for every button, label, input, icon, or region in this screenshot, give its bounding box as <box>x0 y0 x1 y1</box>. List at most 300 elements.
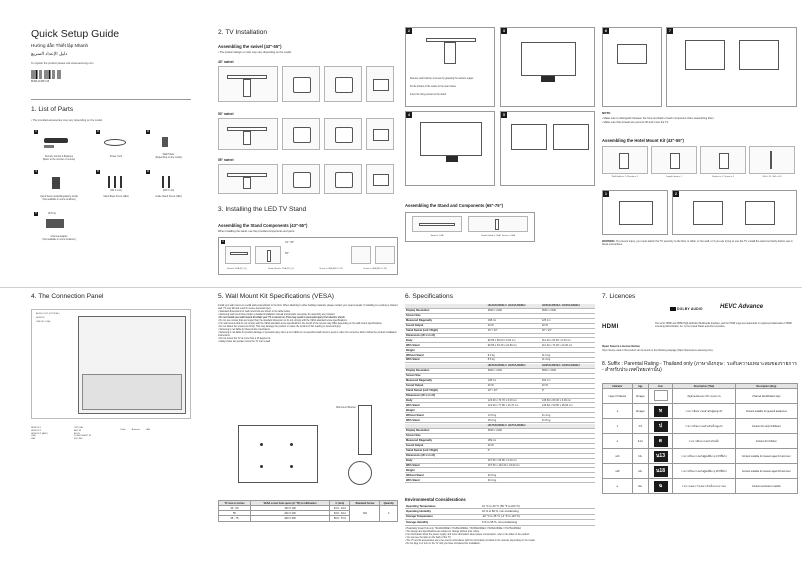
spec-value: 20° / 20° <box>487 328 541 333</box>
rating-title: 8. Suffix : Parental Rating - Thailand only (ภาษาอังกฤษ : ระดับความเหมาะสมของรายการ - สำหรับประเทศไทยเท่านั้น) <box>602 361 797 373</box>
step-note: Remove and hold the 4 screws by grasping the swivel's edges. <box>410 78 474 80</box>
rating-thai: รายการที่เหมาะสมกับผู้ชมที่มีอายุ 13 ปีขึ้นไป <box>673 449 735 464</box>
spec-key: Dimensions (W x H x D) <box>405 333 487 338</box>
step-badge: 3 <box>501 28 507 34</box>
rating-icon <box>648 449 672 464</box>
spec-key: Body <box>405 338 487 343</box>
swivel-50-detail <box>282 118 320 150</box>
vesa-header: Standard Screw <box>350 501 380 506</box>
step-box <box>602 27 662 107</box>
spec-value: 20 W <box>541 323 595 328</box>
rating-eng: Channel identification logo <box>735 389 797 404</box>
part-number: 3 <box>147 130 149 133</box>
spec-key: With Stand <box>405 418 487 423</box>
spec-value: 167.50 x 103.40 x 33.60 cm <box>487 463 595 468</box>
note-line: • Make sure to distinguish between the front and back of each component when assembling them. <box>602 117 715 120</box>
hotel-part <box>602 146 648 174</box>
spec-key: Stand Swivel (Left / Right) <box>405 328 487 333</box>
spec-note: • You can see the label on the back of the TV. <box>405 536 452 539</box>
step-note: Fit the bottom of the swivel to the outer frame. <box>410 86 457 88</box>
spec-value: 8.5 kg <box>487 358 541 363</box>
part-item <box>34 130 84 162</box>
rating-eng: Content for children <box>735 434 797 449</box>
licences-title: 7. Licences <box>602 293 636 300</box>
spec-key: Stand Swivel (Left / Right) <box>405 448 487 453</box>
steps-panel <box>400 0 600 287</box>
swivel-43-detail <box>366 66 394 102</box>
step-badge: 7 <box>667 28 673 34</box>
led-stand-title: 3. Installing the LED TV Stand <box>218 206 307 213</box>
spec-value: 96.55 x 63.40 x 22.80 cm <box>487 343 541 348</box>
spec-value: 20° / 20° <box>541 328 595 333</box>
table-cell: 43.6 - 44.0 <box>330 506 350 511</box>
hotel-part <box>700 146 746 174</box>
spec-value: 123.30 x 77.80 x 24.70 cm <box>487 403 541 408</box>
spec-key: With Stand <box>405 343 487 348</box>
antenna-adapter-icon <box>46 219 64 228</box>
wall-mount-paragraph: • Samsung is not liable for these kinds of accidents. <box>218 328 271 331</box>
part-number: 4 <box>35 170 37 173</box>
wall-holder-icon <box>162 137 168 147</box>
footer-label: Antenna <box>131 429 140 431</box>
rating-indicator: ด <box>603 434 633 449</box>
rating-header: Indicator <box>603 384 633 389</box>
spec-model-name: HG55AU800EJ / HG55AJ690EJ <box>487 364 541 368</box>
step-badge: 1 <box>603 191 609 197</box>
spec-key: Body <box>405 458 487 463</box>
spec-key: Without Stand <box>405 353 487 358</box>
port-block <box>82 374 182 410</box>
rating-indicator: Logo of Channel <box>603 389 633 404</box>
warning-text: To prevent injury, you must attach the TV securely to the floor or table, or the wall, or if you are trying to use the TV, install the stand correctly before use in these instructions. <box>602 240 793 247</box>
rating-header: Description (Eng) <box>735 384 797 389</box>
spec-value: 3840 x 2160 <box>487 429 595 434</box>
spec-key: Dimensions (W x H x D) <box>405 393 487 398</box>
hotel-step-box <box>672 190 797 235</box>
part-number: 5 <box>97 170 99 173</box>
spec-key: With Stand <box>405 403 487 408</box>
vesa-header: C (mm) <box>330 501 350 506</box>
part-qty: (M4 X L14) <box>162 190 175 192</box>
spec-key: Measured Diagonally <box>405 378 487 383</box>
swivel-55-detail <box>366 164 394 194</box>
note-line: • Make sure that at least two persons lift and move the TV. <box>602 121 669 124</box>
env-value: 10 °C to 40 °C (50 °F to 104 °F) <box>481 504 595 509</box>
vesa-hole <box>290 465 293 468</box>
rating-eng: Content exclusive to adults <box>735 479 797 494</box>
rating-badge-icon: ด <box>654 436 668 447</box>
note-title: NOTE <box>602 111 611 115</box>
wall-mount-title: 5. Wall Mount Kit Specifications (VESA) <box>218 293 334 300</box>
hotel-part <box>749 146 795 174</box>
part-label: Power Cord <box>109 156 123 158</box>
swivel-43-detail <box>282 66 320 102</box>
port-label: AV IN <box>74 432 80 435</box>
connection-panel <box>0 287 200 574</box>
rating-indicator: ฉ <box>603 479 633 494</box>
screw-icon <box>114 176 116 188</box>
stand-65-part-label: Guide Stand x 1 EA / Screw x 4 EA <box>480 235 516 237</box>
part-item <box>146 170 191 206</box>
screw-icon <box>168 176 170 188</box>
spec-note: • The design and specifications are subject to change without prior notice. <box>405 530 480 533</box>
connection-header: USB (5V 0.5A) <box>36 321 51 323</box>
spec-key: Weight <box>405 468 487 473</box>
spec-note: • The TV and its accessories are to be used in accordance with the information provided in the manual, depending on the model. <box>405 539 536 542</box>
swivel-title: Assembling the swivel (43"-55") <box>218 44 282 49</box>
specifications-title: 6. Specifications <box>405 293 454 300</box>
rating-thai: รายการเฉพาะ ไม่เหมาะกับเด็กและเยาวชน <box>673 479 735 494</box>
spec-value: 21.8 kg <box>541 418 595 423</box>
port-label: ANT IN <box>74 429 82 432</box>
part-number: 1 <box>35 130 37 133</box>
spec-key: Screen Size <box>405 373 487 378</box>
spec-value: 3840 x 2160 <box>487 368 541 373</box>
spec-key: Stand Swivel (Left / Right) <box>405 388 487 393</box>
table-row <box>405 418 595 423</box>
hdmi-logo: HDMI <box>602 324 619 330</box>
hotel-part-label: M4 x L12 / M4 x L14 <box>762 176 782 178</box>
guide-stand-icon <box>468 216 528 232</box>
swivel-55-diagram <box>218 164 278 194</box>
rating-indicator: ป <box>603 419 633 434</box>
stand-part-label: Screw x 4 EA (M4 X L14) <box>363 268 387 270</box>
spec-key: Weight <box>405 348 487 353</box>
swivel-55-label: 55" swivel <box>218 158 234 162</box>
step-badge: 1 <box>222 240 224 243</box>
rating-badge-icon: ท <box>654 406 668 417</box>
table-cell: 200 X 200 <box>250 511 329 516</box>
swivel-43-label: 43" swivel <box>218 60 234 64</box>
rating-age: 6-12 <box>632 434 648 449</box>
swivel-50-diagram <box>218 118 278 150</box>
stand-icon <box>225 246 251 264</box>
table-cell: 4 <box>380 506 398 521</box>
stand-pair-label: 55" <box>285 252 289 255</box>
dolby-audio-text: DOLBY AUDIO <box>677 307 703 311</box>
rating-header: Description (Thai) <box>673 384 735 389</box>
wall-mount-panel <box>200 287 400 574</box>
port-label: HDMI IN 2 <box>31 429 42 432</box>
env-key: Operating Temperature <box>405 504 481 509</box>
divider <box>31 99 191 100</box>
part-number: 6 <box>147 170 149 173</box>
spec-key: Display Resolution <box>405 368 487 373</box>
footer-label: Cable <box>120 429 126 431</box>
stand-65-box <box>405 212 535 242</box>
table-cell: M4 <box>350 506 380 521</box>
rating-thai: รายการที่เหมาะสมสำหรับเด็กปฐมวัย <box>673 419 735 434</box>
vesa-header: VESA screw hole specs (A * B) in millimeters <box>250 501 329 506</box>
spec-value: 123.30 x 70.70 x 6.00 cm <box>487 398 541 403</box>
hdmi-text: The terms HDMI and HDMI High-Definition Multimedia Interface, and the HDMI Logo are trademarks or registered trademarks of HDMI Licensing Administrator, Inc. in the United States and other countries. <box>655 323 792 328</box>
hotel-part <box>651 146 697 174</box>
env-key: Storage Humidity <box>405 520 481 525</box>
rating-thai: สัญลักษณ์ของสถานีการแพร่ภาพ <box>673 389 735 404</box>
licences-panel <box>600 287 802 574</box>
hotel-step-box <box>602 190 668 235</box>
guide-title: Quick Setup Guide <box>31 28 120 40</box>
part-item <box>34 212 84 248</box>
spec-key: Without Stand <box>405 473 487 478</box>
spec-key: Sound Output <box>405 443 487 448</box>
part-item <box>146 130 191 162</box>
part-qty: (M4 X L12) <box>110 190 122 192</box>
connection-diagram <box>31 309 191 419</box>
specifications-panel <box>400 287 600 574</box>
wall-mount-paragraph: • Standard dimensions for wall mount kits are shown in the table below. <box>218 310 291 313</box>
spec-value: 20 W <box>487 443 595 448</box>
swivel-55-detail <box>282 164 320 194</box>
rating-indicator: น13 <box>603 449 633 464</box>
port-label: OPTICAL <box>74 427 84 429</box>
guide-subtitle-vi: Hướng dẫn Thiết lập Nhanh <box>31 43 89 48</box>
swivel-43-diagram <box>218 66 278 102</box>
port-label: USB <box>31 435 36 438</box>
part-number: 2 <box>97 130 99 133</box>
spec-note: • Do not plug in or turn on the TV until you have completed the installation. <box>405 542 481 545</box>
rating-icon <box>648 464 672 479</box>
table-cell: 43 - 50 <box>219 506 251 511</box>
rating-icon <box>648 419 672 434</box>
env-table-wrap <box>405 504 595 526</box>
part-item <box>96 130 136 162</box>
screw-icon <box>162 176 164 188</box>
hotel-parts-row <box>602 146 797 186</box>
bracket-side-view <box>358 405 372 455</box>
table-row <box>603 404 798 419</box>
spec-key: With Stand <box>405 358 487 363</box>
spec-key: Sound Output <box>405 383 487 388</box>
table-cell: 65 - 75 <box>219 516 251 521</box>
step-badge: 4 <box>406 112 412 118</box>
spec-note: • Hospitality Smart Hub only: HG43AU800EJ / HG50AU800EJ / HG55AU800EJ / HG65AU800EJ / HG75AU800EJ <box>405 528 521 530</box>
hotel-part-label: Length Guide x 1 <box>666 176 682 178</box>
part-label: Guide Stand Screw (4EA) <box>155 196 182 198</box>
spec-value: 163 cm <box>541 378 595 383</box>
rating-badge-icon: น18 <box>654 466 668 477</box>
spec-value: 3840 x 2160 <box>541 308 595 313</box>
vesa-hole <box>260 465 263 468</box>
step-badge: 2 <box>673 191 679 197</box>
stand-parts-box <box>218 237 398 275</box>
spec-table <box>405 364 595 423</box>
spec-value: 11.0 kg <box>541 353 595 358</box>
wall-mount-paragraph: • Do not use screws that are longer than the standard dimension or do not comply with the VESA standard screw specifications. <box>218 319 348 322</box>
part-label: Stand Base Screw (4EA) <box>103 196 129 198</box>
stand-65-title: Assembling the Stand and Components (65"-75") <box>405 203 503 208</box>
vesa-header: Quantity <box>380 501 398 506</box>
rating-badge-icon: ป <box>654 421 668 432</box>
rating-table-wrap <box>602 383 798 494</box>
swivel-50-detail <box>366 118 394 150</box>
spec-model-name: HG75AU800EJ / HG75AJ690EJ <box>487 424 595 428</box>
step-badge: 2 <box>406 28 412 34</box>
swivel-55-detail <box>324 164 362 194</box>
wall-mount-paragraph: • Do not fasten the screws too firmly. This may damage the product or cause the product to fall, leading to personal injury. <box>218 325 342 328</box>
spec-value: 20 W <box>487 383 541 388</box>
rating-icon <box>648 389 672 404</box>
rating-age: 20+ <box>632 479 648 494</box>
table-row <box>405 520 595 525</box>
rating-eng: Content suitable for viewers aged 18 and over <box>735 464 797 479</box>
spec-value: 108 cm <box>487 318 541 323</box>
battery-icon <box>44 145 54 148</box>
tv-outline <box>238 425 318 483</box>
connection-footer <box>120 427 190 432</box>
hotel-part-label: Wall Holder x 1 / Bracket x 1 <box>611 176 639 178</box>
rating-eng: Content suitable for general audiences <box>735 404 797 419</box>
wall-mount-paragraph: • Do not install your wall mount kit while your TV is turned on. This may result in personal injury from electric shock. <box>218 316 346 319</box>
connection-header: HDMI IN <box>36 317 45 319</box>
spec-value: 3840 x 2160 <box>541 368 595 373</box>
vesa-header: TV size in inches <box>219 501 251 506</box>
env-key: Storage Temperature <box>405 514 481 519</box>
warning-title: WARNING: <box>602 240 616 243</box>
dolby-audio-logo <box>670 307 703 311</box>
env-value: -20 °C to 45 °C (-4 °F to 113 °F) <box>481 514 595 519</box>
rating-badge-icon: น13 <box>654 451 668 462</box>
port-label: LAN <box>31 438 36 440</box>
step-badge: 6 <box>603 28 609 34</box>
spec-key: Measured Diagonally <box>405 438 487 443</box>
port-label: EX-LINK <box>74 438 83 440</box>
vesa-hole <box>260 443 263 446</box>
screw-icon <box>120 176 122 188</box>
table-cell: 55 <box>219 511 251 516</box>
led-stand-intro: When installing the stand, use the provided components and parts. <box>218 230 295 233</box>
swivel-50-label: 50" swivel <box>218 112 234 116</box>
rating-eng: Content for early childhood <box>735 419 797 434</box>
spec-value: 112.40 x 64.60 x 6.00 cm <box>541 338 595 343</box>
spec-table <box>405 424 595 483</box>
wall-mount-paragraph: Install your wall mount on a solid wall perpendicular to the floor. When attaching to other building materials, please contact your nearest dealer. If installing on a ceiling or slanted wall, TV may fall and result in severe personal injury. <box>218 305 398 310</box>
rating-age: All ages <box>632 389 648 404</box>
spec-table <box>405 304 595 363</box>
rating-header: Icon <box>648 384 672 389</box>
register-text: To register the product please visit www.samsung.com <box>31 62 94 65</box>
stand-part-label: Stand x 1 EA (R) / (L) <box>227 268 247 270</box>
swivel-43-detail <box>324 66 362 102</box>
hotel-mount-title: Assembling the Hotel Mount Kit (43"-55") <box>602 138 684 143</box>
spec-value: 8.3 kg <box>487 353 541 358</box>
spec-note: • For information about the power supply, and more information about power consumption, refer to the label on the product. <box>405 533 530 536</box>
spec-value: 20° / 20° <box>487 388 541 393</box>
vesa-diagram <box>218 395 398 495</box>
wall-mount-paragraph: • For wall mounts that do not comply with the VESA standard screw specifications, the length of the screws may differ depending on the wall mount specifications. <box>218 322 383 325</box>
part-number: 7 <box>35 212 37 215</box>
rating-table <box>602 383 798 494</box>
step-box <box>500 27 595 107</box>
spec-value: 138 cm <box>487 378 541 383</box>
screw-set-icon <box>375 246 395 264</box>
step-box <box>405 111 495 186</box>
remote-control-icon <box>44 138 68 143</box>
part-label: Antenna Adapter (Not available in some locations) <box>42 236 76 241</box>
guide-book-icon <box>52 177 60 189</box>
spec-model-name: HG65AU800EJ / HG65AJ690EJ <box>541 364 595 368</box>
port-label-column <box>31 427 71 441</box>
wall-mount-paragraph: • Samsung is not liable for product damage or personal injury when a non-VESA or non-specified wall mount is used or when the consumer fails to follow the product installation instructions. <box>218 331 397 337</box>
stand-pair-label: 43", 50" <box>285 241 295 244</box>
step-note: Insert the fixing screws to the stand. <box>410 94 447 96</box>
rating-age: 13+ <box>632 449 648 464</box>
env-value: 5 % to 95 %, non-condensing <box>481 520 595 525</box>
dolby-icon <box>670 307 676 311</box>
rating-age: 18+ <box>632 464 648 479</box>
spec-key: Dimensions (W x H x D) <box>405 453 487 458</box>
wall-bracket-label: Wall mount Bracket <box>336 407 356 409</box>
spec-value: 167.50 x 95.80 x 6.00 cm <box>487 458 595 463</box>
table-row <box>603 464 798 479</box>
rating-age: 3-5 <box>632 419 648 434</box>
spec-key: Measured Diagonally <box>405 318 487 323</box>
spec-model-name: HG43AU800EJ / HG43AJ690EJ <box>487 304 541 308</box>
connection-header: AUDIO OUT (OPTICAL) <box>36 313 60 315</box>
spec-key: Screen Size <box>405 433 487 438</box>
spec-value: 33.4 kg <box>487 478 595 483</box>
hevc-logo: HEVC Advance <box>720 304 764 310</box>
stand-part-label: Guide Stand x 1 EA (R) / (L) <box>268 268 294 270</box>
part-label: Wall Holder (Depending on the model) <box>155 154 182 159</box>
wall-mount-paragraph: • Do not mount the TV at more than a 15 degree tilt. <box>218 337 271 340</box>
spec-value: 189 cm <box>487 438 595 443</box>
spec-value: 125 cm <box>541 318 595 323</box>
wall-mount-paragraph: • Samsung wall mount kits contain a detailed installation manual and all parts necessary for assembly are provided. <box>218 313 336 316</box>
spec-key: Display Resolution <box>405 308 487 313</box>
env-table <box>405 504 595 526</box>
spec-key: With Stand <box>405 478 487 483</box>
guide-subtitle-ar: دليل الإعداد السريع <box>31 51 68 56</box>
rating-badge-icon <box>654 390 668 401</box>
wall-mount-text <box>218 305 398 344</box>
rating-thai: รายการที่เหมาะสมสำหรับเด็ก <box>673 434 735 449</box>
rating-eng: Content suitable for viewers aged 13 and over <box>735 449 797 464</box>
table-cell: 63.8 - 64.2 <box>330 511 350 516</box>
rating-indicator: น18 <box>603 464 633 479</box>
spec-key: With Stand <box>405 463 487 468</box>
part-item <box>34 170 84 206</box>
table-row <box>405 478 595 483</box>
port-label-column <box>74 427 114 441</box>
table-row <box>603 449 798 464</box>
rating-age: All ages <box>632 404 648 419</box>
spec-value: 96.55 x 56.00 x 6.00 cm <box>487 338 541 343</box>
spec-key: Display Resolution <box>405 429 487 434</box>
rating-thai: รายการที่เหมาะสมสำหรับผู้ชมทุกวัย <box>673 404 735 419</box>
stand-65-part-label: Stand x 1 EA <box>430 235 444 237</box>
port-label: HDMI IN 3 (ARC) <box>31 432 48 435</box>
part-label: Remote Control & Batteries (Refer to the number of remote) <box>42 156 76 161</box>
cover-panel <box>0 0 200 287</box>
connection-title: 4. The Connection Panel <box>31 293 104 300</box>
swivel-note: • The product design or color may vary depending on the model. <box>218 51 292 54</box>
rating-badge-icon: ฉ <box>654 481 668 492</box>
table-row <box>603 479 798 494</box>
vesa-hole <box>290 443 293 446</box>
spec-value: 21.4 kg <box>541 413 595 418</box>
hotel-part-label: Bracket x 1 / Screw x 4 <box>712 176 734 178</box>
spec-key: Without Stand <box>405 413 487 418</box>
spec-model-name: HG50AU800EJ / HG50AJ690EJ <box>541 304 595 308</box>
list-of-parts-intro: • The provided accessories may vary depending on the model. <box>31 119 103 122</box>
spec-notes <box>405 528 595 546</box>
spec-value: 0° <box>541 388 595 393</box>
tv-installation-title: 2. TV Installation <box>218 29 267 36</box>
open-source-text: Open Source used in this product can be found on the following webpage (https://opensource.samsung.com). <box>602 350 714 352</box>
warning-block <box>602 240 797 246</box>
table-cell: 400 X 300 <box>250 516 329 521</box>
